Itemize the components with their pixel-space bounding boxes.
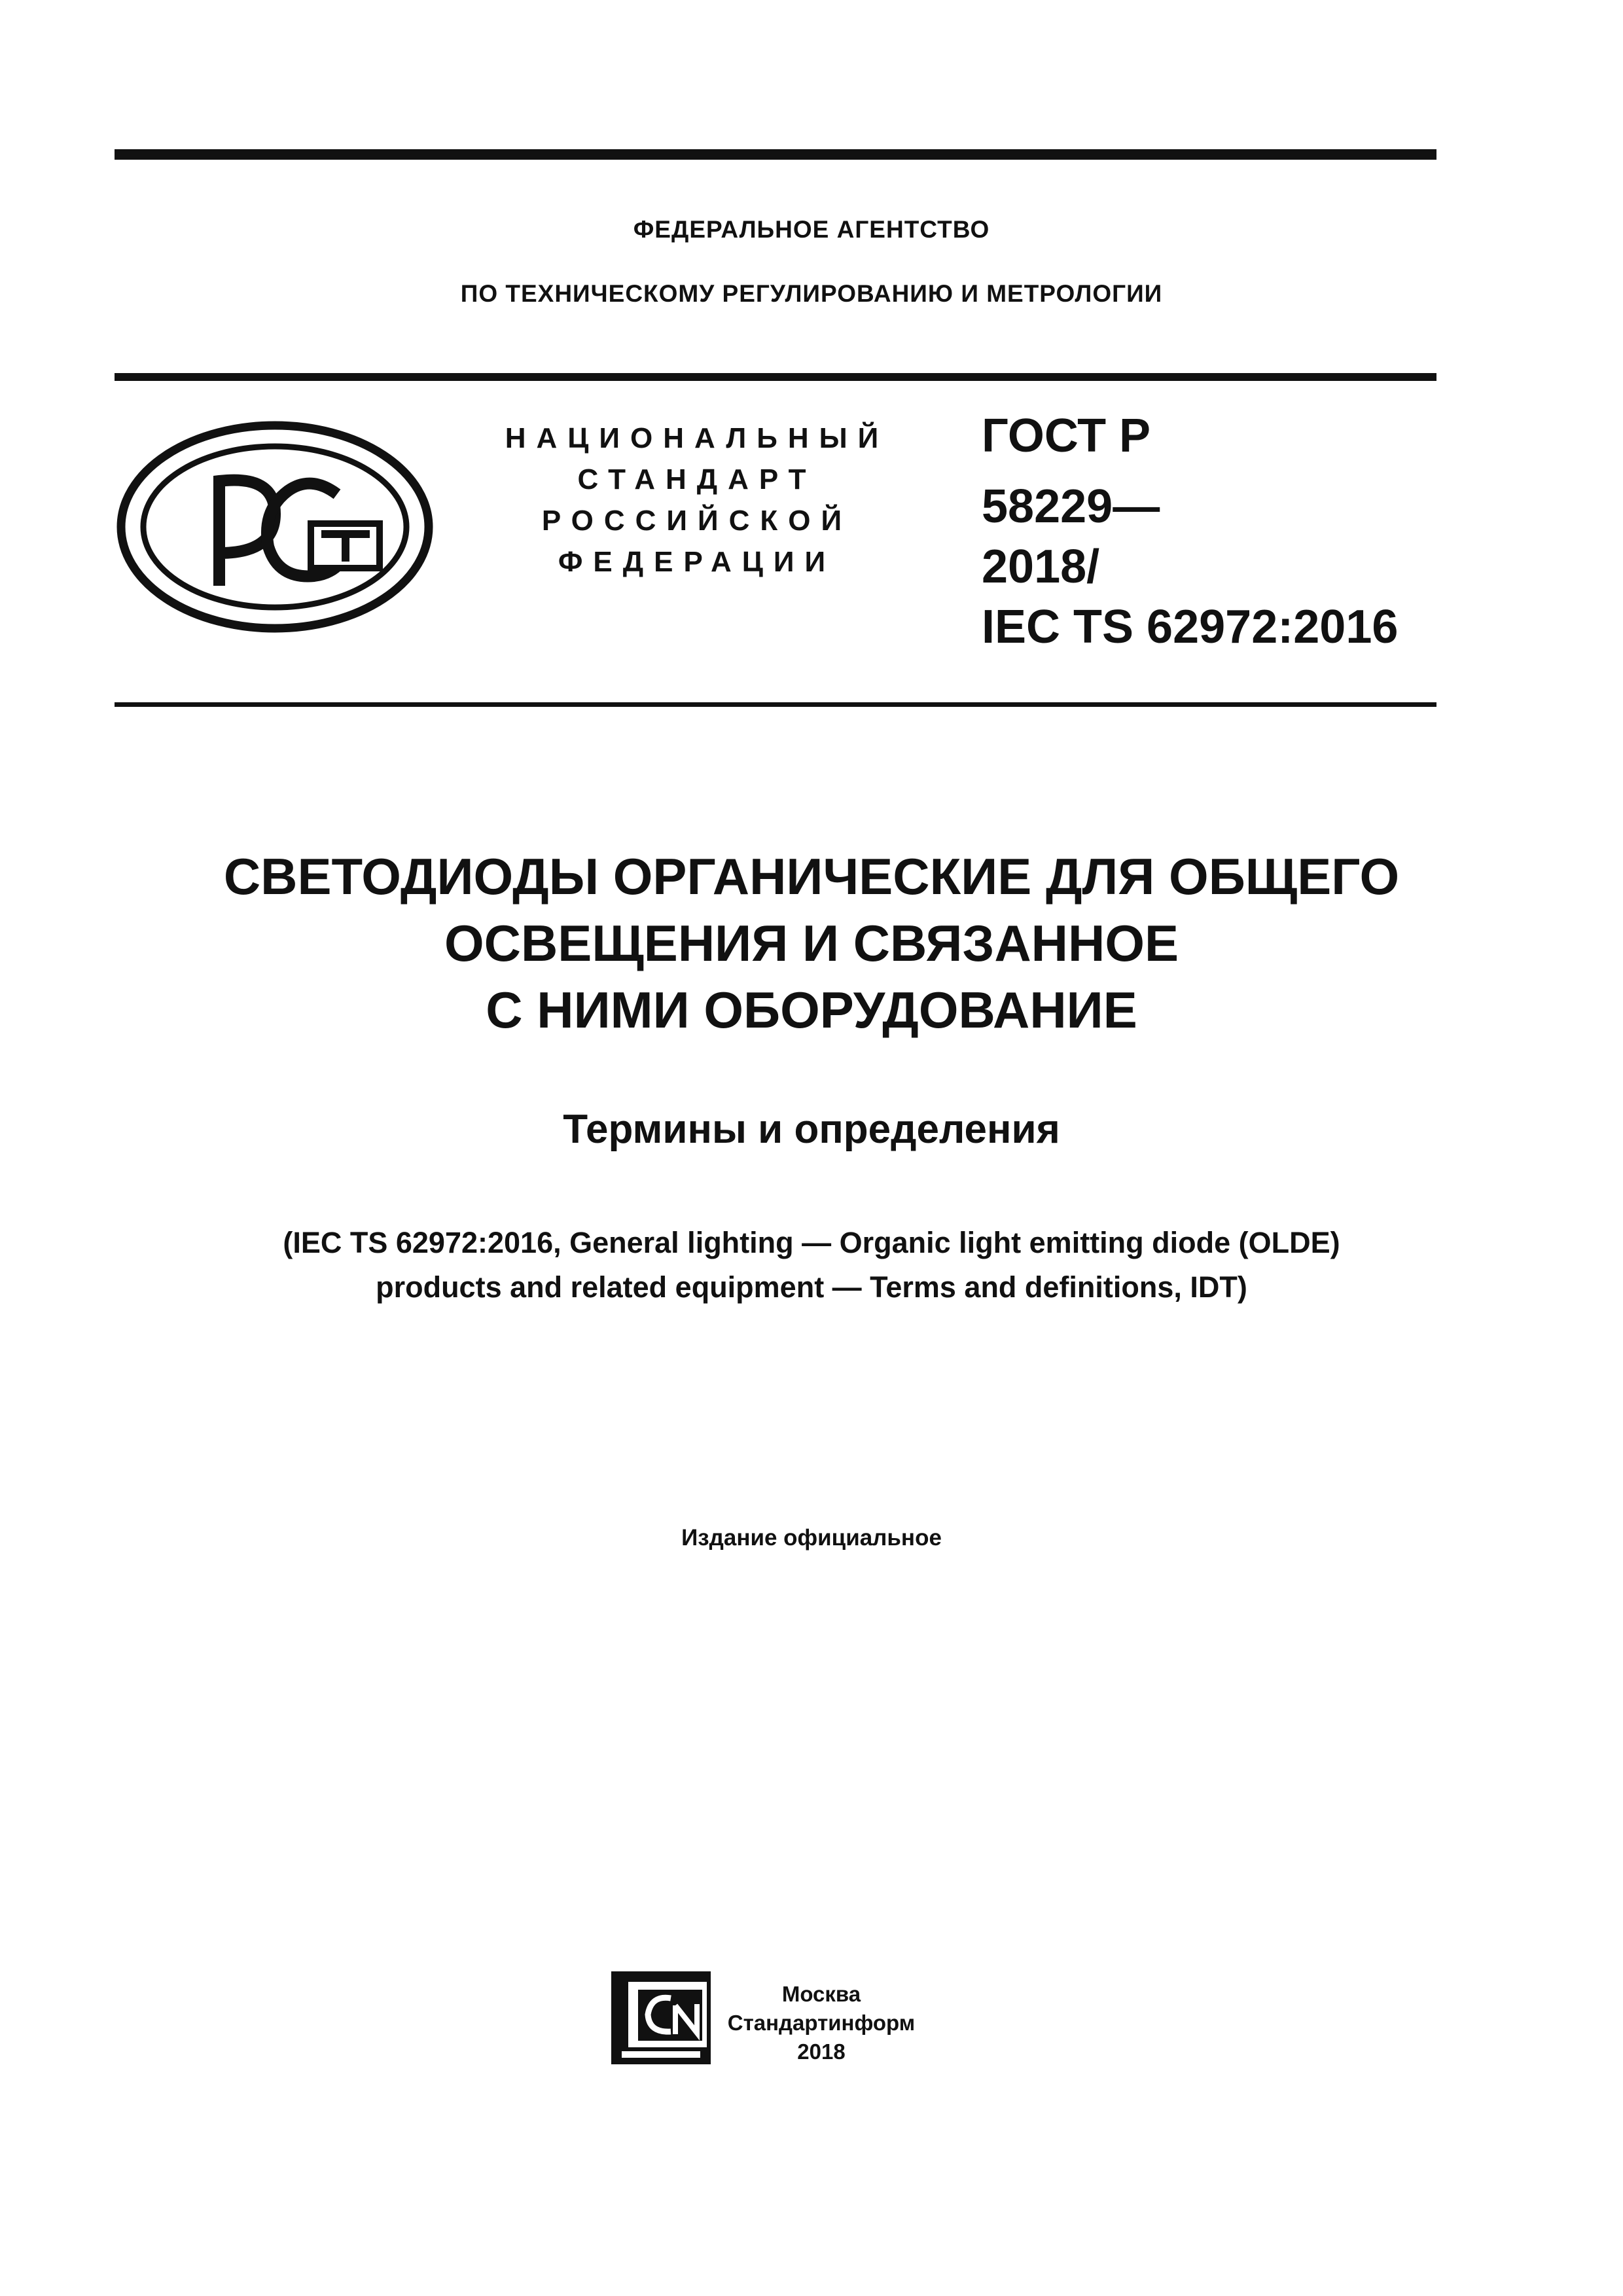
agency-line-2: ПО ТЕХНИЧЕСКОМУ РЕГУЛИРОВАНИЮ И МЕТРОЛОГИИ <box>460 280 1163 307</box>
subtitle: Термины и определения <box>563 1107 1060 1152</box>
agency-line-1: ФЕДЕРАЛЬНОЕ АГЕНТСТВО <box>633 216 990 243</box>
iec-reference-line-2: products and related equipment — Terms and definitions, IDT) <box>376 1270 1247 1304</box>
publisher-logo <box>609 1969 713 2067</box>
edition-label: Издание официальное <box>681 1525 942 1551</box>
title-line-1: СВЕТОДИОДЫ ОРГАНИЧЕСКИЕ ДЛЯ ОБЩЕГО <box>223 848 1400 905</box>
title-line-2: ОСВЕЩЕНИЯ И СВЯЗАННОЕ <box>444 914 1179 972</box>
designation-line-1: ГОСТ Р <box>982 410 1151 462</box>
publisher-name: Стандартинформ <box>727 2011 916 2035</box>
top-rule <box>115 149 1436 160</box>
national-standard-line-3: РОССИЙСКОЙ <box>541 505 853 537</box>
title-line-3: С НИМИ ОБОРУДОВАНИЕ <box>486 981 1137 1039</box>
designation-line-3: 2018/ <box>982 541 1100 593</box>
designation-line-4: IEC TS 62972:2016 <box>982 601 1399 653</box>
publisher-year: 2018 <box>797 2039 846 2064</box>
rst-logo <box>115 419 435 635</box>
publisher-city: Москва <box>781 1982 861 2006</box>
designation-rule <box>115 702 1436 707</box>
designation-line-2: 58229— <box>982 480 1160 533</box>
national-standard-line-2: СТАНДАРТ <box>577 463 817 495</box>
iec-reference-line-1: (IEC TS 62972:2016, General lighting — Organic light emitting diode (OLDE) <box>283 1226 1340 1259</box>
national-standard-line-4: ФЕДЕРАЦИИ <box>558 546 836 578</box>
header-rule <box>115 373 1436 381</box>
national-standard-line-1: НАЦИОНАЛЬНЫЙ <box>505 422 889 454</box>
